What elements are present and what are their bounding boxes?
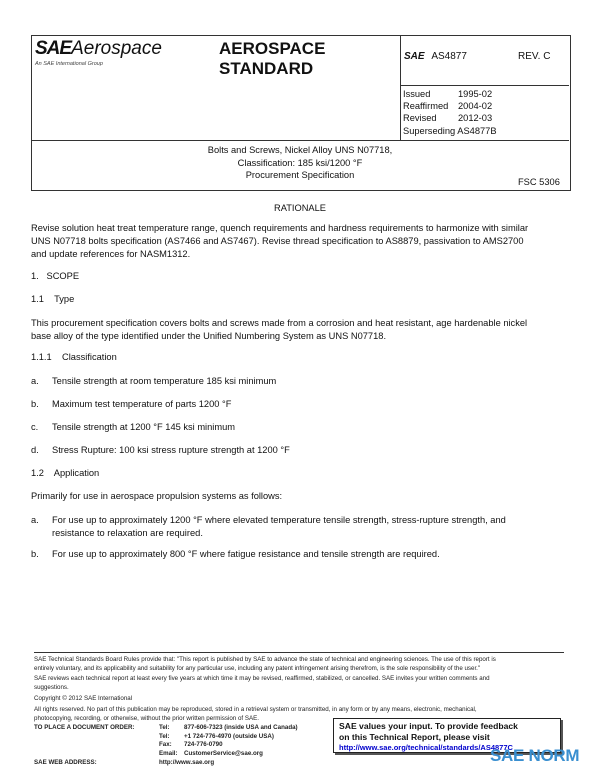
logo-aero: Aerospace [71,38,162,59]
text-line: This procurement specification covers bolts and screws made from a corrosion and heat resistant, age hardenable nickel [31,318,528,328]
section-heading: 1. SCOPE [31,271,80,281]
revision: REV. C [518,51,551,62]
document-title [31,144,569,182]
header-divider [400,35,401,140]
sae-aerospace-logo [35,38,162,60]
footer-rules [34,656,496,673]
logo-subtitle: An SAE International Group [35,61,103,67]
standard-title [219,39,325,79]
footer-review [34,675,490,692]
title-line: Classification: 185 ksi/1200 °F [237,157,363,168]
date-label: Reaffirmed [403,101,449,111]
watermark-text: SAE NORM [490,746,580,765]
list-text: Tensile strength at room temperature 185 ksi minimum [52,376,277,386]
text-line: All rights reserved. No part of this publication may be reproduced, stored in a retrieval system or transmitted, in any form or by any means, electronic, mechanical, [34,706,477,713]
web-label: SAE WEB ADDRESS: [34,759,97,766]
fsc-code: FSC 5306 [518,177,560,187]
section-heading: 1.1 Type [31,294,75,304]
footer-rule [34,652,564,653]
contact-value[interactable]: CustomerService@sae.org [184,750,263,758]
text-line: photocopying, recording, or otherwise, without the prior written permission of SAE. [34,714,259,722]
list-text: For use up to approximately 800 °F where fatigue resistance and tensile strength are required. [52,549,440,559]
text-line: Revise solution heat treat temperature range, quench requirements and hardness requirements to harmonize with similar [31,223,529,233]
contact-label: Tel: [159,724,170,731]
list-text: resistance to relaxation are required. [52,528,203,538]
text-line: on this Technical Report, please visit [339,731,490,742]
text-line: SAE values your input. To provide feedback [339,721,518,731]
list-text: For use up to approximately 1200 °F where elevated temperature tensile strength, stress-rupture strength, and [52,515,506,525]
order-label: TO PLACE A DOCUMENT ORDER: [34,724,135,731]
contact-value[interactable]: 877-606-7323 (inside USA and Canada) [184,724,298,731]
web-address-link[interactable]: http://www.sae.org [159,758,215,766]
watermark [490,746,579,766]
feedback-link[interactable]: http://www.sae.org/technical/standards/AS4877C [339,743,513,752]
header-divider [31,140,569,141]
text-line: entirely voluntary, and its applicability and suitability for any particular use, including any patent infringement arising therefrom, is the sole responsibility of the user." [34,664,481,672]
contact-label: Tel: [159,732,170,740]
date-value: 2004-02 [458,101,493,111]
list-item [31,514,506,540]
date-value: 2012-03 [458,113,493,123]
list-text: Stress Rupture: 100 ksi stress rupture strength at 1200 °F [52,445,290,455]
text-line: UNS N07718 bolts specification (AS7466 and AS7467). Revise thread specification to AS8879, passivation to AMS2700 [31,236,524,246]
list-marker: c. [31,422,39,432]
header-divider [400,85,569,86]
sae-small-logo: SAE [404,51,425,62]
dates-list [403,88,492,124]
text-line: SAE reviews each technical report at least every five years at which time it may be revised, reaffirmed, stabilized, or cancelled. SAE invites your written comments and [34,675,490,682]
list-marker: a. [31,376,39,386]
date-label: Revised [403,113,437,123]
list-item [31,422,235,432]
application-paragraph: Primarily for use in aerospace propulsion systems as follows: [31,491,283,501]
list-item [31,549,440,559]
section-heading: 1.2 Application [31,468,100,478]
list-text: Maximum test temperature of parts 1200 °F [52,399,232,409]
list-item [31,399,231,409]
title-line: Bolts and Screws, Nickel Alloy UNS N07718, [207,145,393,155]
date-value: 1995-02 [458,89,493,99]
list-item [31,445,290,455]
contact-label: Email: [159,750,178,758]
contact-list [159,724,298,768]
date-label: Issued [403,89,431,99]
doc-id [404,51,467,62]
text-line: and update references for NASM1312. [31,249,191,259]
title-line: AEROSPACE [219,39,326,58]
doc-number: AS4877 [431,51,467,62]
rationale-text [31,222,528,261]
title-line: Procurement Specification [245,170,355,180]
text-line: base alloy of the type identified under the Unified Numbering System as UNS N07718. [31,331,387,341]
contact-value[interactable]: +1 724-776-4970 (outside USA) [184,732,274,740]
contact-label: Fax: [159,741,172,749]
list-marker: a. [31,515,39,525]
title-line: STANDARD [219,59,314,78]
text-line: suggestions. [34,683,69,691]
type-paragraph [31,317,527,343]
copyright: Copyright © 2012 SAE International [34,695,133,702]
logo-sae: SAE [35,38,72,59]
section-heading: 1.1.1 Classification [31,352,117,362]
rationale-heading: RATIONALE [273,203,326,213]
list-text: Tensile strength at 1200 °F 145 ksi minimum [52,422,236,432]
list-marker: b. [31,399,39,409]
list-item [31,376,276,386]
contact-value[interactable]: 724-776-0790 [184,741,223,749]
list-marker: b. [31,549,39,559]
text-line: SAE Technical Standards Board Rules provide that: "This report is published by SAE to advance the state of technical and engineering sciences. The use of this report is [34,656,496,663]
superseding: Superseding AS4877B [403,126,497,136]
list-marker: d. [31,445,39,455]
